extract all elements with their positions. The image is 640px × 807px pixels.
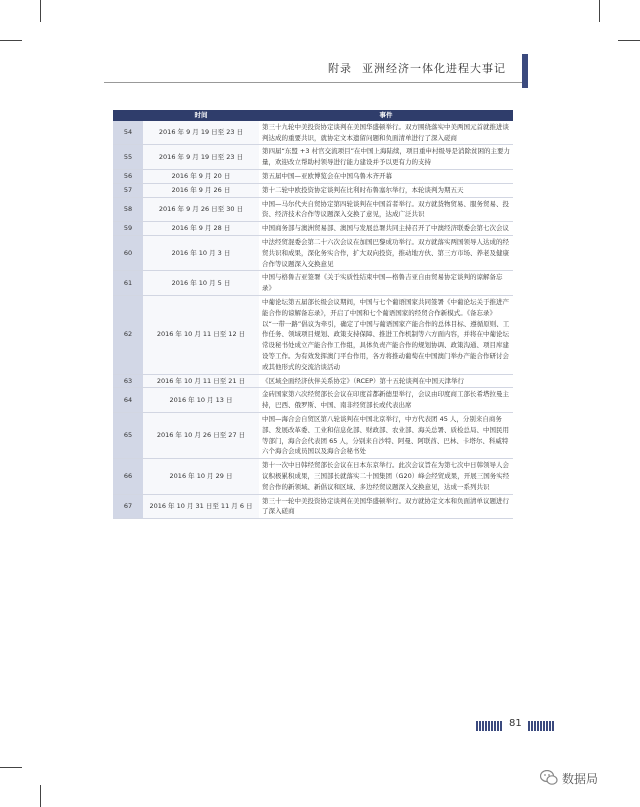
table-row bbox=[113, 295, 513, 374]
watermark-text: 数据局 bbox=[562, 772, 599, 786]
row-number: 63 bbox=[113, 374, 143, 388]
crop-mark-bottom-left-v bbox=[40, 785, 41, 807]
row-number: 62 bbox=[113, 295, 143, 374]
column-header-no bbox=[113, 110, 143, 121]
row-event: 《区域全面经济伙伴关系协定》（RCEP）第十五轮谈判在中国天津举行 bbox=[259, 374, 513, 388]
row-event: 第五届中国—亚欧博览会在中国乌鲁木齐开幕 bbox=[259, 169, 513, 183]
row-number: 67 bbox=[113, 494, 143, 519]
watermark bbox=[540, 768, 630, 790]
row-event: 中国—马尔代夫自贸协定第四轮谈判在中国首者举行。双方就货物贸易、服务贸易、投资、经济技术合作等议题深入交换了意见，达成广泛共识 bbox=[259, 197, 513, 222]
crop-mark-top-left-h bbox=[0, 40, 22, 41]
row-date: 2016 年 9 月 20 日 bbox=[143, 169, 259, 183]
row-number: 66 bbox=[113, 459, 143, 494]
row-date: 2016 年 9 月 26 日 bbox=[143, 183, 259, 197]
crop-mark-top-right-v bbox=[599, 0, 600, 22]
table-row bbox=[113, 271, 513, 296]
table-row bbox=[113, 235, 513, 270]
row-date: 2016 年 10 月 3 日 bbox=[143, 235, 259, 270]
row-number: 58 bbox=[113, 197, 143, 222]
row-date: 2016 年 10 月 26 日至 27 日 bbox=[143, 412, 259, 458]
row-date: 2016 年 10 月 11 日至 21 日 bbox=[143, 374, 259, 388]
wechat-icon bbox=[540, 770, 558, 789]
table-row bbox=[113, 494, 513, 519]
page-bars-left bbox=[476, 721, 502, 731]
row-number: 61 bbox=[113, 271, 143, 296]
page-footer bbox=[476, 719, 556, 733]
header-title: 亚洲经济一体化进程大事记 bbox=[362, 62, 506, 75]
row-date: 2016 年 10 月 11 日至 12 日 bbox=[143, 295, 259, 374]
row-number: 55 bbox=[113, 145, 143, 170]
row-event: 第四届“东盟 +3 村官交流项目”在中国上海陆续，项目重申村级导是消除贫困的主要力量，欢迎改立帮助村领导进行能力建设并予以更有力的支持 bbox=[259, 145, 513, 170]
page-header bbox=[104, 50, 528, 83]
row-date: 2016 年 9 月 19 日至 23 日 bbox=[143, 145, 259, 170]
row-event: 第十二轮中欧投资协定谈判在比利时布鲁塞尔举行，本轮谈判为期五天 bbox=[259, 183, 513, 197]
row-number: 64 bbox=[113, 388, 143, 413]
row-number: 59 bbox=[113, 222, 143, 236]
table-row bbox=[113, 374, 513, 388]
page-bars-right bbox=[528, 721, 554, 731]
row-date: 2016 年 10 月 31 日至 11 月 6 日 bbox=[143, 494, 259, 519]
table-row bbox=[113, 412, 513, 458]
row-event: 中葡论坛第五届部长级会议期间，中国与七个葡语国家共同签署《中葡论坛关于推进产能合作的谅解备忘录》，开启了中国和七个葡语国家的经贸合作新模式。《备忘录》以“一带一路”倡议为牵引，确定了中国与葡语国家产能合作的总体目标、遵循原则、工作任务、领域项目规划、政策支持保障、推进工作机制等六方面内容，并将在中葡论坛常设秘书处成立产能合作工作组，具体负责产能合作的规划协调、政策沟通、项目库建设等工作。为有效发挥澳门平台作用，各方将推动葡萄在中国澳门举办产能合作研讨会或其他形式的交流洽谈活动 bbox=[259, 295, 513, 374]
table-row bbox=[113, 388, 513, 413]
row-number: 60 bbox=[113, 235, 143, 270]
table-row bbox=[113, 459, 513, 494]
row-event: 第三十九轮中美投资协定谈判在美国华盛顿举行。双方围绕落实中美两国元首就推进谈判达成的重要共识，就协定文本遗留问题和负面清单进行了深入磋商 bbox=[259, 121, 513, 145]
row-event: 中国与格鲁吉亚签署《关于实质性结束中国—格鲁吉亚自由贸易协定谈判的谅解备忘录》 bbox=[259, 271, 513, 296]
row-date: 2016 年 9 月 26 日至 30 日 bbox=[143, 197, 259, 222]
page-number: 81 bbox=[509, 718, 522, 729]
table-row bbox=[113, 222, 513, 236]
row-number: 65 bbox=[113, 412, 143, 458]
row-event: 第三十一轮中美投资协定谈判在美国华盛顿举行。双方就协定文本和负面清单议题进行了深入磋商 bbox=[259, 494, 513, 519]
table-row bbox=[113, 197, 513, 222]
crop-mark-top-right-h bbox=[618, 40, 640, 41]
column-header-event: 事件 bbox=[259, 110, 513, 121]
row-date: 2016 年 9 月 19 日至 23 日 bbox=[143, 121, 259, 145]
row-event: 中法经贸混委会第二十六次会议在加国巴黎成功举行。双方就落实两国领导人达成的经贸共识和成果，深化务实合作，扩大双向投资，推动地方伙、第三方市场、养老及健康合作等议题深入交换意见 bbox=[259, 235, 513, 270]
row-event: 第十一次中日韩经贸部长会议在日本东京举行。此次会议旨在为第七次中日韩领导人会议积极累积成果，三国部长就落实二十国集团（G20）峰会经贸成果，开展三国务实经贸合作的新领域、新倡议和区域、多边经贸议题深入交换意见，达成一系列共识 bbox=[259, 459, 513, 494]
header-accent-bar bbox=[522, 54, 528, 88]
header-text bbox=[328, 60, 506, 76]
row-date: 2016 年 9 月 28 日 bbox=[143, 222, 259, 236]
column-header-date: 时间 bbox=[143, 110, 259, 121]
row-number: 54 bbox=[113, 121, 143, 145]
crop-mark-bottom-left-h bbox=[0, 767, 22, 768]
table-header-row bbox=[113, 110, 513, 121]
crop-mark-top-left-v bbox=[40, 0, 41, 22]
row-date: 2016 年 10 月 13 日 bbox=[143, 388, 259, 413]
row-number: 57 bbox=[113, 183, 143, 197]
row-date: 2016 年 10 月 5 日 bbox=[143, 271, 259, 296]
row-date: 2016 年 10 月 29 日 bbox=[143, 459, 259, 494]
row-event: 中国商务部与澳洲贸易部、澳国与发展总署共同主持召开了中澳经济联委会第七次会议 bbox=[259, 222, 513, 236]
events-table bbox=[113, 110, 513, 519]
table-row bbox=[113, 169, 513, 183]
row-number: 56 bbox=[113, 169, 143, 183]
table-row bbox=[113, 183, 513, 197]
row-event: 中国—海合会自贸区第八轮谈判在中国北京举行，中方代表团 45 人，分别来自商务部、发展改革委、工业和信息化部、财政部、农业部、海关总署、质检总局、中国民用等部门，海合会代表团 65 人，分别来自沙特、阿曼、阿联酋、巴林、卡塔尔、科威特六个海合会成员国以及海合会秘书处 bbox=[259, 412, 513, 458]
row-event: 金砖国家第六次经贸部长会议在印度首都新德里举行，会议由印度商工部长希塔拉曼主持，巴西、俄罗斯、中国、南非经贸部长或代表出席 bbox=[259, 388, 513, 413]
table-row bbox=[113, 145, 513, 170]
header-section: 附录 bbox=[328, 62, 352, 75]
table-row bbox=[113, 121, 513, 145]
